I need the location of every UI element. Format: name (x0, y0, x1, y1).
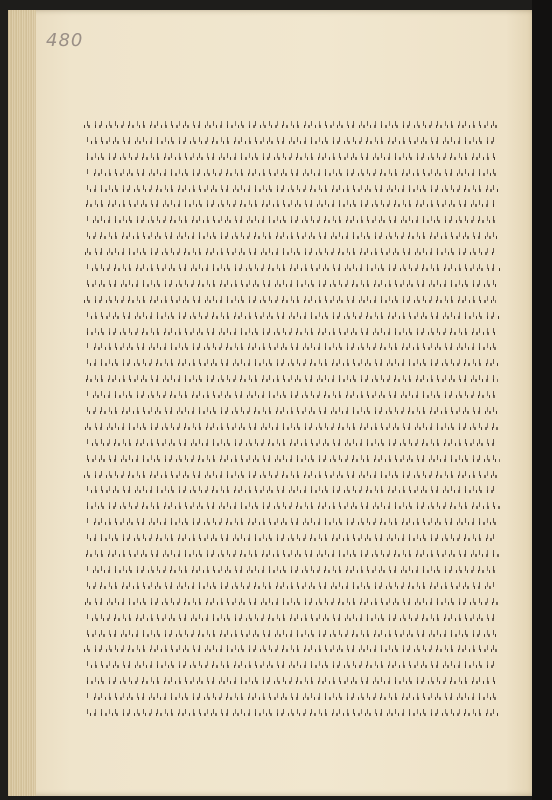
manuscript-line (82, 497, 500, 513)
manuscript-line (82, 625, 496, 641)
manuscript-line (82, 513, 498, 529)
manuscript-text-block (82, 116, 500, 716)
manuscript-line (82, 593, 500, 609)
manuscript-line (82, 354, 500, 370)
manuscript-line (82, 211, 500, 227)
page-gutter (8, 10, 36, 796)
manuscript-line (82, 640, 500, 656)
manuscript-line (82, 656, 498, 672)
manuscript-line (82, 481, 496, 497)
manuscript-line (82, 688, 500, 704)
manuscript-line (82, 116, 500, 132)
manuscript-line (82, 195, 496, 211)
manuscript-line (82, 323, 498, 339)
folio-number: 480 (46, 30, 84, 51)
manuscript-line (82, 132, 498, 148)
manuscript-line (82, 609, 498, 625)
manuscript-line (82, 386, 496, 402)
manuscript-line (82, 545, 500, 561)
manuscript-line (82, 164, 500, 180)
manuscript-line (82, 307, 500, 323)
manuscript-line (82, 577, 496, 593)
manuscript-line (82, 672, 496, 688)
viewer-edge (532, 0, 552, 800)
manuscript-line (82, 704, 498, 720)
manuscript-line (82, 180, 498, 196)
manuscript-line (82, 466, 498, 482)
manuscript-line (82, 450, 500, 466)
manuscript-line (82, 243, 496, 259)
manuscript-line (82, 402, 500, 418)
manuscript-line (82, 291, 496, 307)
manuscript-line (82, 275, 498, 291)
manuscript-line (82, 259, 500, 275)
manuscript-line (82, 370, 498, 386)
manuscript-line (82, 418, 498, 434)
manuscript-line (82, 529, 496, 545)
manuscript-line (82, 227, 498, 243)
manuscript-line (82, 148, 496, 164)
manuscript-line (82, 338, 496, 354)
manuscript-line (82, 434, 496, 450)
manuscript-line (82, 561, 498, 577)
